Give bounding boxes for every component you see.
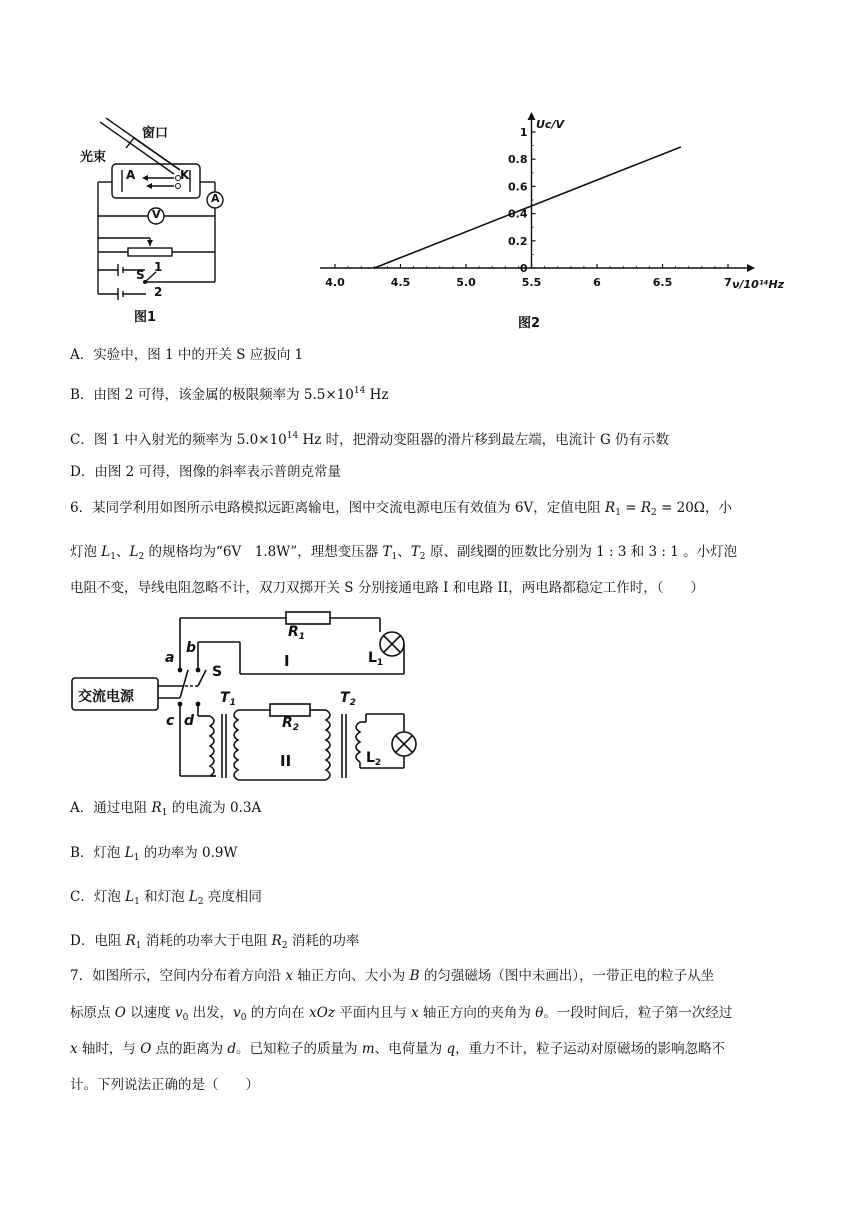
q5-option-c: C．图 1 中入射光的频率为 $5.0\times 10^{14}$ Hz 时，把滑动变阻器的滑片移到最左端，电流计 G 仍有示数 [70,431,670,448]
circuit-r2-label: $R_2$ [282,715,300,733]
circuit-l2-label: $L_2$ [366,750,382,768]
data-line [374,147,681,268]
circuit-terminal-d: d [184,713,195,729]
fig1-caption: 图1 [134,310,157,325]
y-tick-label-0: 0 [519,262,528,275]
circuit-source-label: 交流电源 [78,689,134,705]
x-tick-label-2: 5.0 [456,276,476,289]
circuit-l1-label: $L_1$ [368,650,384,668]
circuit-r1-label: $R_1$ [288,624,306,642]
q7-stem-line-2: 标原点 O 以速度 $v_0$ 出发，$v_0$ 的方向在 xOz 平面内且与 x 轴正方向的夹角为 θ。一段时间后，粒子第一次经过 [70,1005,733,1023]
q6-option-c: C．灯泡 $L_1$ 和灯泡 $L_2$ 亮度相同 [70,889,262,907]
fig1-anode-label: A [126,168,136,182]
fig1-window-label: 窗口 [142,126,169,141]
y-tick-label-4: 0.8 [508,153,528,167]
y-tick-label-3: 0.6 [508,180,528,194]
q6-option-a: A．通过电阻 $R_1$ 的电流为 0.3A [70,800,262,818]
q7-stem-line-3: x 轴时，与 O 点的距离为 d。已知粒子的质量为 m、电荷量为 q，重力不计，粒子运动对原磁场的影响忽略不 [70,1041,726,1057]
circuit-switch-label: S [212,664,223,680]
fig2-caption: 图2 [518,316,541,331]
y-axis-arrow [528,112,536,120]
circuit-terminal-c: c [166,713,175,729]
circuit-terminal-b: b [186,640,197,656]
circuit-terminal-a: a [165,650,175,666]
fig1-switch-label: S [136,268,145,282]
q6-stem-line-3: 电阻不变，导线电阻忽略不计，双刀双掷开关 S 分别接通电路 I 和电路 II，两电路都稳定工作时，（ ） [70,580,704,596]
q5-option-d: D．由图 2 可得，图像的斜率表示普朗克常量 [70,464,341,480]
q6-option-b: B．灯泡 $L_1$ 的功率为 0.9W [70,845,238,863]
fig2-x-axis-label: ν/10¹⁴Hz [732,278,785,291]
circuit-i-label: I [284,652,290,670]
y-tick-label-2: 0.4 [508,207,528,221]
y-tick-label-5: 1 [519,126,528,139]
q5-option-a: A．实验中，图 1 中的开关 S 应扳向 1 [70,347,304,363]
x-tick-label-6: 7 [724,276,732,289]
x-tick-label-4: 6 [593,276,601,289]
circuit-t2-label: $T_2$ [340,690,356,708]
fig1-voltmeter-label: V [152,208,161,221]
q5-option-b: B．由图 2 可得，该金属的极限频率为 $5.5\times 10^{14}$ Hz [70,386,389,403]
q6-stem-line-2: 灯泡 $L_1$、$L_2$ 的规格均为“6V 1.8W”，理想变压器 $T_1$、$T_2$ 原、副线圈的匝数比分别为 1 : 3 和 3 : 1 。小灯泡 [70,544,738,562]
fig1-cathode-label: K [180,168,190,182]
circuit-ii-label: II [280,752,292,770]
fig2-y-axis-label: Uc/V [536,118,564,131]
q7-stem-line-1: 7．如图所示，空间内分布着方向沿 x 轴正方向、大小为 B 的匀强磁场（图中未画出），一带正电的粒子从坐 [70,968,715,984]
fig1-pos2-label: 2 [154,285,163,299]
fig1-pos1-label: 1 [154,260,163,274]
y-tick-label-1: 0.2 [508,234,528,248]
x-tick-label-1: 4.5 [390,276,411,289]
x-tick-label-3: 5.5 [521,276,542,289]
figure-2-chart [315,110,785,300]
q6-stem-line-1: 6．某同学利用如图所示电路模拟远距离输电，图中交流电源电压有效值为 6V，定值电阻 $R_1 = R_2 = 20\Omega$，小 [70,500,732,518]
fig1-ammeter-label: A [211,192,220,205]
x-tick-label-5: 6.5 [652,276,673,289]
x-tick-label-0: 4.0 [325,276,345,289]
fig1-beam-label: 光束 [80,150,107,165]
x-axis-arrow [747,264,755,272]
q6-option-d: D．电阻 $R_1$ 消耗的功率大于电阻 $R_2$ 消耗的功率 [70,933,360,951]
circuit-t1-label: $T_1$ [220,690,236,708]
q7-stem-line-4: 计。下列说法正确的是（ ） [70,1077,259,1093]
